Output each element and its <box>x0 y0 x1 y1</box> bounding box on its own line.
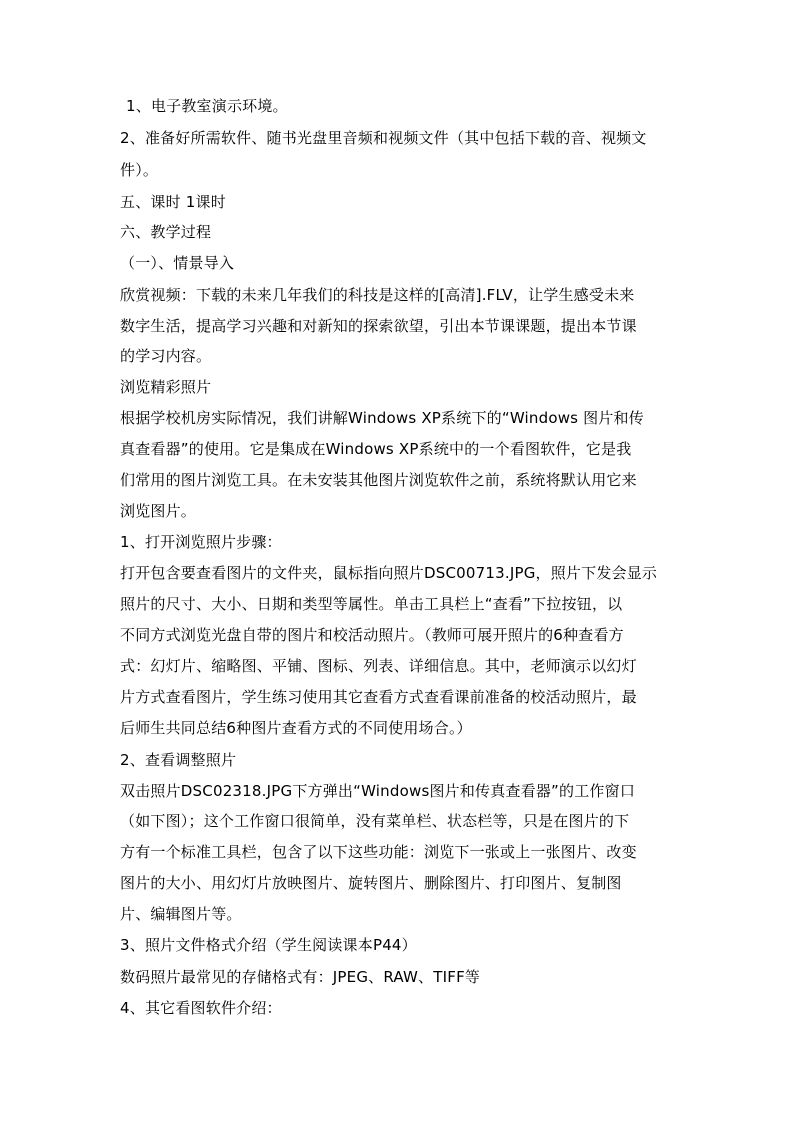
text-line: 照片的尺寸、大小、日期和类型等属性。单击工具栏上“查看”下拉按钮，以 <box>120 595 623 613</box>
text-line: 2、查看调整照片 <box>120 751 237 769</box>
text-line: 浏览图片。 <box>120 502 197 520</box>
text-line: 浏览精彩照片 <box>120 378 212 396</box>
text-line: 双击照片DSC02318.JPG下方弹出“Windows图片和传真查看器”的工作窗口 <box>120 782 636 800</box>
text-line: 后师生共同总结6种图片查看方式的不同使用场合。） <box>120 719 472 737</box>
text-line: 数字生活，提高学习兴趣和对新知的探索欲望，引出本节课课题，提出本节课 <box>120 317 637 335</box>
text-line: 3、照片文件格式介绍（学生阅读课本P44） <box>120 936 417 954</box>
text-line: 真查看器”的使用。它是集成在Windows XP系统中的一个看图软件，它是我 <box>120 440 632 458</box>
text-line: 六、教学过程 <box>120 223 212 241</box>
text-line: 欣赏视频：下载的未来几年我们的科技是这样的[高清].FLV，让学生感受未来 <box>120 286 635 304</box>
text-line: 4、其它看图软件介绍： <box>120 999 282 1017</box>
text-line: 式：幻灯片、缩略图、平铺、图标、列表、详细信息。其中，老师演示以幻灯 <box>120 657 637 675</box>
text-line: 1、电子教室演示环境。 <box>126 97 288 115</box>
text-line: 件）。 <box>120 161 159 179</box>
text-line: 根据学校机房实际情况，我们讲解Windows XP系统下的“Windows 图片和传 <box>120 409 644 427</box>
text-line: 1、打开浏览照片步骤： <box>120 533 282 551</box>
text-line: 的学习内容。 <box>120 347 212 365</box>
text-line: （如下图）；这个工作窗口很简单，没有菜单栏、状态栏等，只是在图片的下 <box>120 812 630 830</box>
text-line: 片、编辑图片等。 <box>120 905 242 923</box>
text-line: 五、课时 1课时 <box>120 193 226 211</box>
text-line: 数码照片最常见的存储格式有：JPEG、RAW、TIFF等 <box>120 968 481 986</box>
text-line: 2、准备好所需软件、随书光盘里音频和视频文件（其中包括下载的音、视频文 <box>120 129 647 147</box>
text-line: 片方式查看图片，学生练习使用其它查看方式查看课前准备的校活动照片，最 <box>120 688 637 706</box>
text-line: 图片的大小、用幻灯片放映图片、旋转图片、删除图片、打印图片、复制图 <box>120 874 622 892</box>
text-line: 们常用的图片浏览工具。在未安装其他图片浏览软件之前，系统将默认用它来 <box>120 471 637 489</box>
text-line: 打开包含要查看图片的文件夹，鼠标指向照片DSC00713.JPG，照片下发会显示 <box>120 564 658 582</box>
text-line: 不同方式浏览光盘自带的图片和校活动照片。（教师可展开照片的6种查看方 <box>120 626 624 644</box>
text-line: 方有一个标准工具栏，包含了以下这些功能：浏览下一张或上一张图片、改变 <box>120 843 637 861</box>
text-line: （一）、情景导入 <box>120 254 235 272</box>
